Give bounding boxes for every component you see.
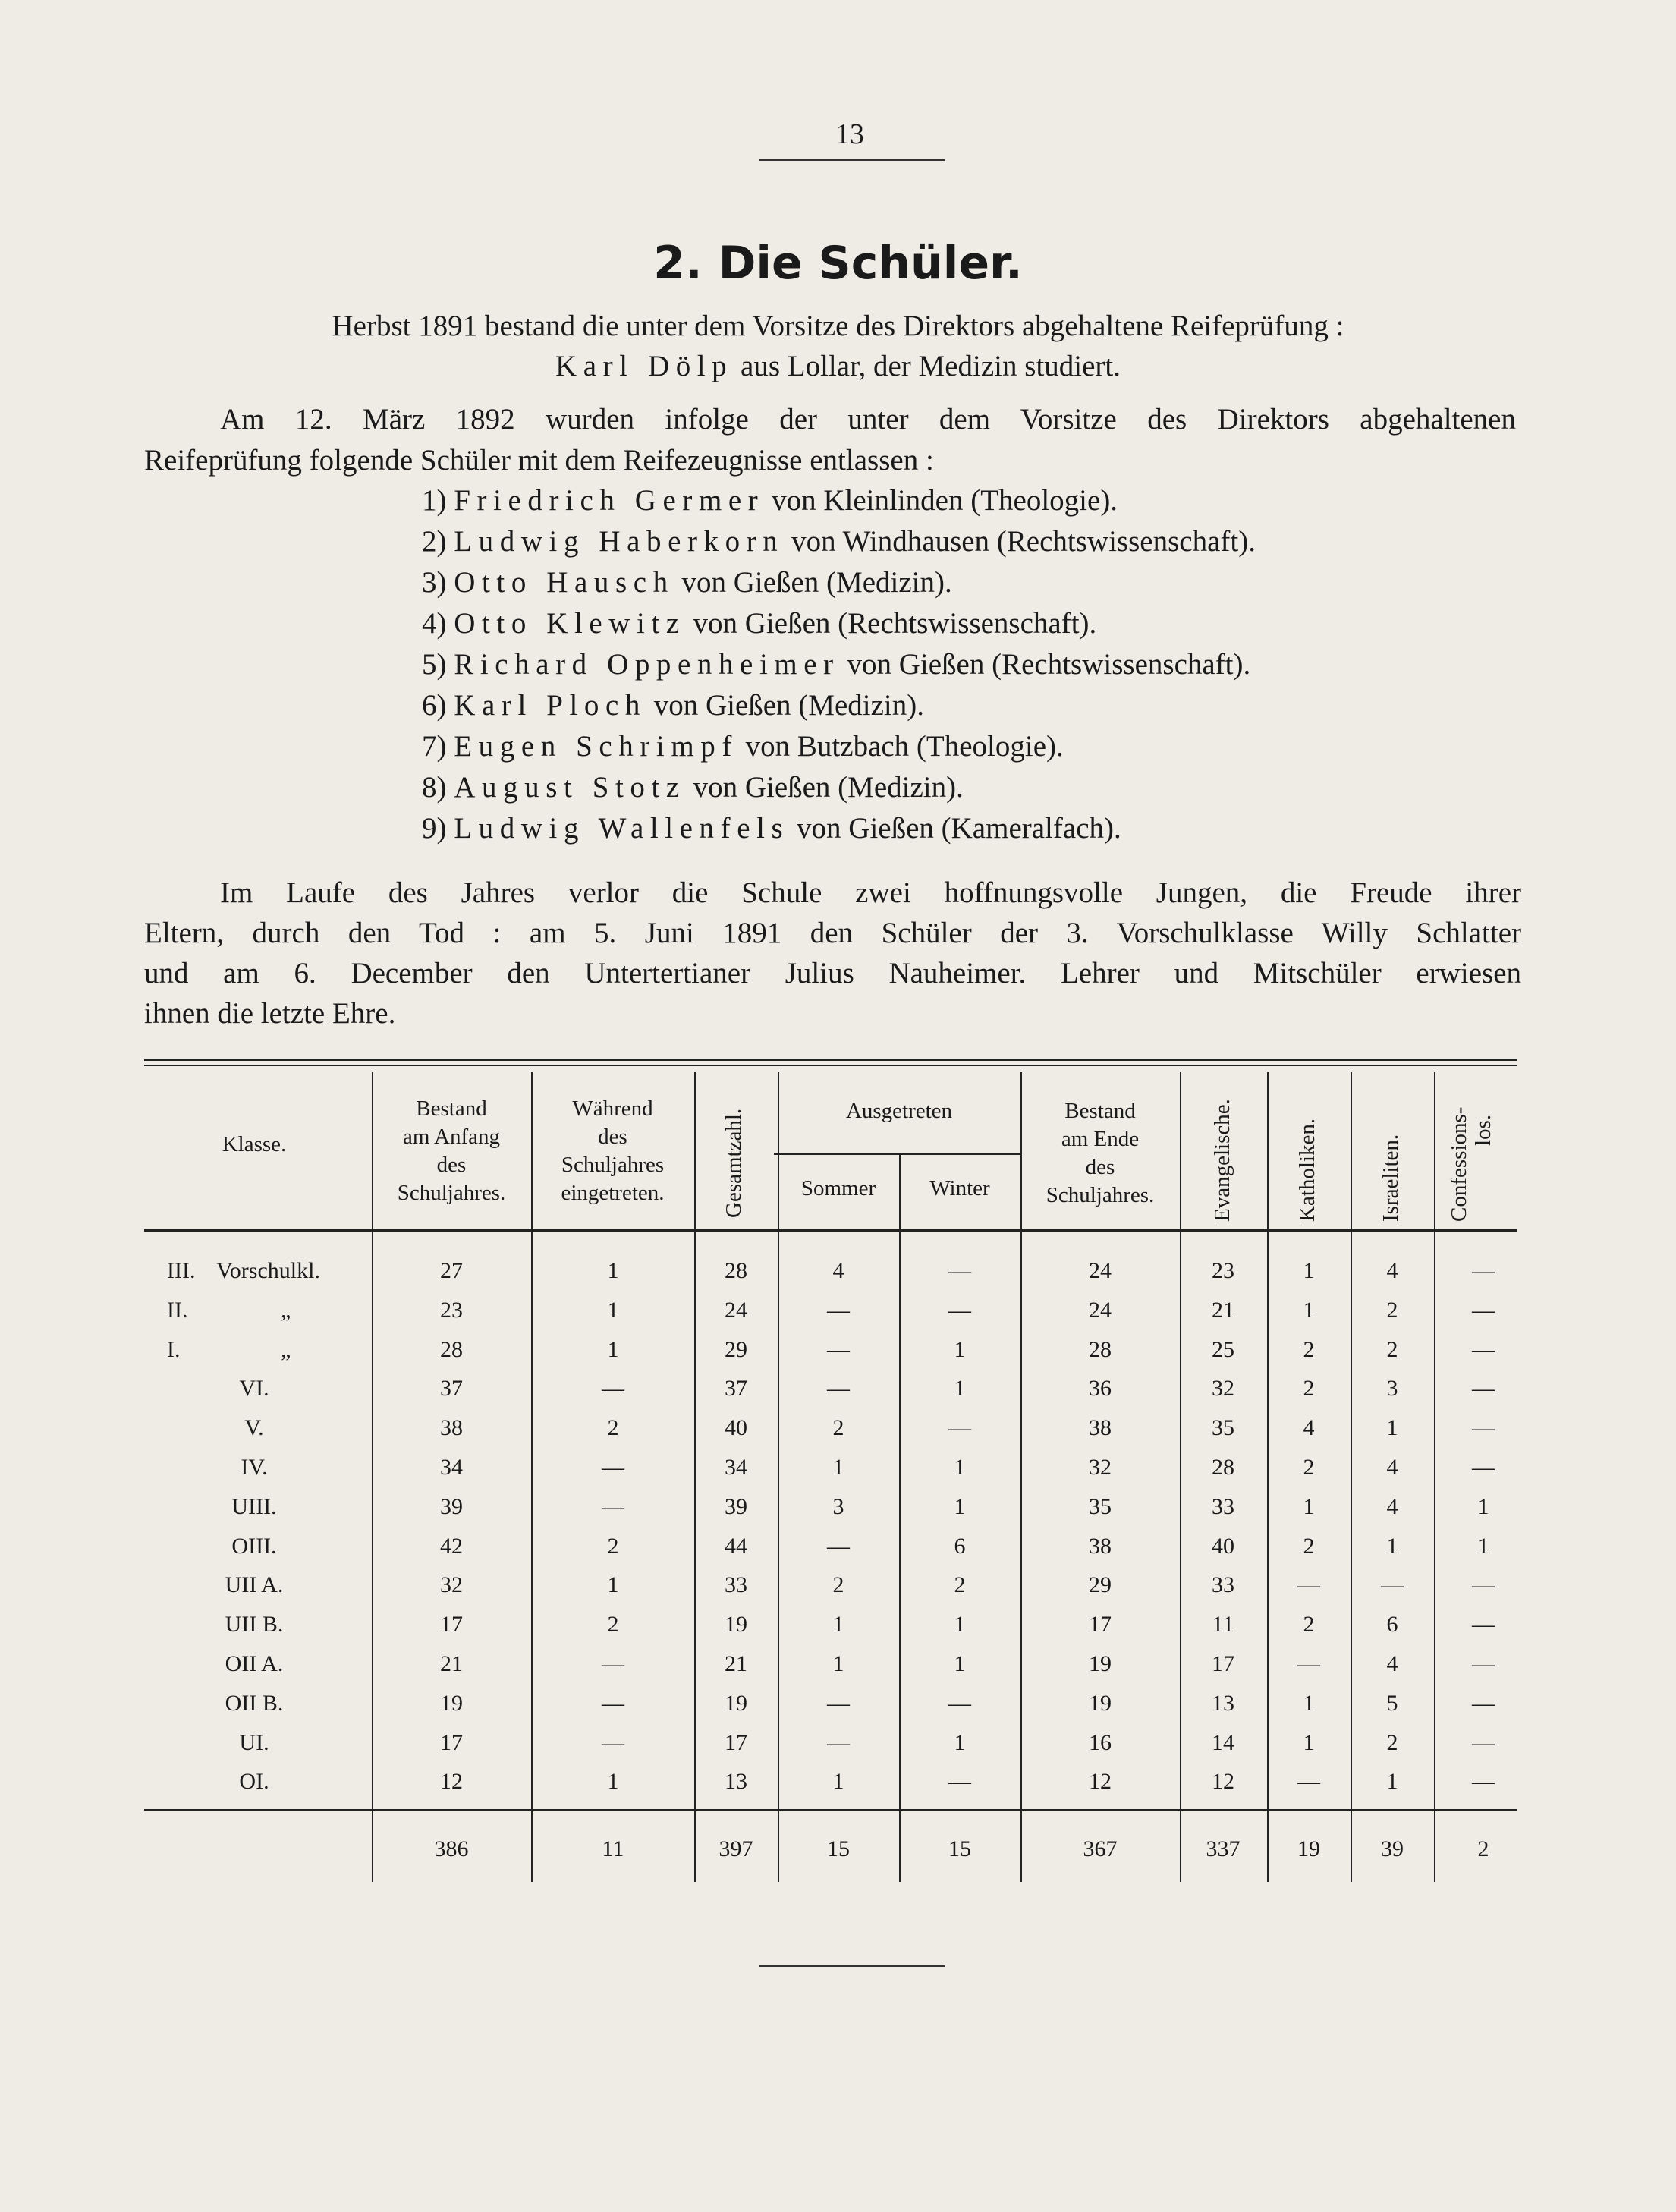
- table-cell: 19: [440, 1690, 463, 1716]
- table-cell: 2: [1386, 1729, 1398, 1755]
- table-cell: 27: [440, 1258, 463, 1283]
- total-cell: 386: [434, 1836, 469, 1861]
- header-ausgetreten: Ausgetreten: [845, 1099, 953, 1123]
- paragraph1-line1: Herbst 1891 bestand die unter dem Vorsitze des Direktors abgehaltene Reifeprüfung :: [332, 310, 1344, 342]
- section-title: 2. Die Schüler.: [653, 237, 1023, 290]
- table-cell: —: [1472, 1415, 1495, 1441]
- table-cell: —: [827, 1533, 850, 1559]
- graduate-details: von Gießen (Rechtswissenschaft).: [685, 607, 1097, 640]
- graduate-item: [422, 568, 952, 597]
- table-cell: 1: [1386, 1769, 1398, 1795]
- header-winter: Winter: [929, 1176, 990, 1200]
- class-name: UII B.: [225, 1612, 284, 1638]
- table-cell: —: [602, 1651, 624, 1676]
- header-katholiken: Katholiken.: [1295, 1118, 1319, 1222]
- table-cell: 19: [1089, 1651, 1112, 1676]
- col-divider: [1351, 1072, 1352, 1882]
- header-bestand-anfang: Bestand am Anfang des Schuljahres.: [397, 1097, 506, 1206]
- table-cell: —: [827, 1297, 850, 1323]
- class-name: UIII.: [231, 1493, 277, 1519]
- header-gesamtzahl: Gesamtzahl.: [722, 1108, 746, 1218]
- graduate-number: 9): [422, 812, 447, 845]
- footer-rule: [759, 1965, 945, 1967]
- table-cell: 24: [725, 1297, 747, 1323]
- table-cell: 1: [832, 1769, 844, 1795]
- table-cell: 33: [1212, 1493, 1234, 1519]
- table-cell: 37: [725, 1376, 747, 1402]
- table-cell: 17: [725, 1729, 747, 1755]
- table-cell: 16: [1089, 1729, 1112, 1755]
- table-cell: 1: [954, 1336, 966, 1362]
- table-cell: —: [1297, 1572, 1320, 1598]
- table-cell: —: [602, 1729, 624, 1755]
- table-cell: 1: [954, 1455, 966, 1480]
- graduate-name: Otto Hausch: [454, 566, 674, 599]
- table-cell: 4: [832, 1258, 844, 1283]
- class-name: „: [281, 1336, 291, 1362]
- table-cell: 28: [1089, 1336, 1112, 1362]
- table-cell: 1: [1386, 1415, 1398, 1441]
- table-cell: 3: [832, 1493, 844, 1519]
- table-cell: 1: [1477, 1493, 1489, 1519]
- total-cell: 19: [1297, 1836, 1320, 1861]
- table-cell: 6: [1386, 1612, 1398, 1638]
- table-cell: 1: [1386, 1533, 1398, 1559]
- table-cell: —: [827, 1729, 850, 1755]
- table-cell: —: [1381, 1572, 1404, 1598]
- table-cell: 14: [1212, 1729, 1234, 1755]
- col-divider: [1434, 1072, 1435, 1882]
- table-cell: 2: [954, 1572, 966, 1598]
- table-cell: —: [1472, 1376, 1495, 1402]
- table-cell: 19: [1089, 1690, 1112, 1716]
- table-cell: 44: [725, 1533, 747, 1559]
- table-cell: —: [1297, 1769, 1320, 1795]
- table-cell: 1: [607, 1297, 619, 1323]
- col-divider: [899, 1153, 901, 1882]
- header-sommer: Sommer: [800, 1176, 876, 1200]
- table-cell: 21: [440, 1651, 463, 1676]
- graduate-number: 5): [422, 648, 447, 681]
- class-level-prefix: III.: [167, 1258, 196, 1283]
- table-cell: 1: [954, 1729, 966, 1755]
- table-cell: 24: [1089, 1297, 1112, 1323]
- total-cell: 337: [1206, 1836, 1240, 1861]
- paragraph3-line1: Im Laufe des Jahres verlor die Schule zwei hoffnungsvolle Jungen, die Freude ihrer: [220, 876, 1521, 909]
- table-cell: —: [602, 1493, 624, 1519]
- total-cell: 367: [1083, 1836, 1118, 1861]
- graduate-name: Karl Dölp: [555, 350, 734, 382]
- total-cell: 15: [827, 1836, 850, 1861]
- graduate-details: von Gießen (Medizin).: [674, 566, 952, 599]
- table-cell: 29: [1089, 1572, 1112, 1598]
- table-cell: —: [1472, 1336, 1495, 1362]
- table-cell: —: [1472, 1769, 1495, 1795]
- table-cell: 1: [607, 1572, 619, 1598]
- table-cell: 1: [832, 1455, 844, 1480]
- table-cell: 4: [1386, 1493, 1398, 1519]
- graduate-name: Friedrich Germer: [454, 484, 765, 517]
- total-cell: 15: [948, 1836, 971, 1861]
- graduate-details: von Gießen (Medizin).: [646, 689, 925, 722]
- table-cell: —: [1472, 1455, 1495, 1480]
- table-cell: —: [1472, 1651, 1495, 1676]
- table-cell: 39: [725, 1493, 747, 1519]
- graduate-name: Ludwig Haberkorn: [454, 525, 785, 558]
- paragraph2-line1: Am 12. März 1892 wurden infolge der unter dem Vorsitze des Direktors abgehaltenen: [220, 403, 1516, 436]
- table-cell: 40: [1212, 1533, 1234, 1559]
- table-cell: 2: [1303, 1455, 1315, 1480]
- table-cell: 5: [1386, 1690, 1398, 1716]
- header-rule: [759, 159, 945, 161]
- table-cell: 1: [1303, 1690, 1315, 1716]
- table-cell: 42: [440, 1533, 463, 1559]
- table-cell: 4: [1386, 1455, 1398, 1480]
- table-cell: 34: [440, 1455, 463, 1480]
- graduate-item: [422, 732, 1064, 761]
- table-cell: 40: [725, 1415, 747, 1441]
- table-cell: 38: [440, 1415, 463, 1441]
- table-cell: 2: [1303, 1376, 1315, 1402]
- table-cell: 35: [1089, 1493, 1112, 1519]
- graduate-name: Otto Klewitz: [454, 607, 686, 640]
- table-cell: 21: [1212, 1297, 1234, 1323]
- table-cell: —: [827, 1336, 850, 1362]
- table-cell: 32: [1212, 1376, 1234, 1402]
- class-name: OII A.: [225, 1651, 284, 1676]
- table-cell: 19: [725, 1690, 747, 1716]
- table-cell: —: [1472, 1729, 1495, 1755]
- graduate-details: von Gießen (Medizin).: [685, 771, 964, 804]
- col-divider: [694, 1072, 696, 1882]
- table-cell: 29: [725, 1336, 747, 1362]
- totals-rule: [144, 1809, 1517, 1811]
- table-cell: 17: [1089, 1612, 1112, 1638]
- table-cell: 1: [954, 1612, 966, 1638]
- table-cell: 21: [725, 1651, 747, 1676]
- table-top-rule-2: [144, 1065, 1517, 1066]
- table-cell: 1: [832, 1612, 844, 1638]
- class-level-prefix: II.: [167, 1297, 188, 1323]
- table-cell: 17: [440, 1612, 463, 1638]
- graduate-number: 2): [422, 525, 447, 558]
- class-name: OII B.: [225, 1690, 284, 1716]
- table-cell: —: [602, 1690, 624, 1716]
- table-cell: 2: [1303, 1612, 1315, 1638]
- class-name: V.: [244, 1415, 264, 1441]
- table-cell: 33: [1212, 1572, 1234, 1598]
- graduate-name: Karl Ploch: [454, 689, 646, 722]
- table-cell: 28: [1212, 1455, 1234, 1480]
- table-cell: —: [948, 1690, 971, 1716]
- table-cell: —: [948, 1297, 971, 1323]
- table-cell: 32: [1089, 1455, 1112, 1480]
- graduate-number: 1): [422, 484, 447, 517]
- table-cell: 1: [954, 1376, 966, 1402]
- table-cell: 17: [440, 1729, 463, 1755]
- class-level-prefix: I.: [167, 1336, 181, 1362]
- graduate-item: [422, 691, 924, 720]
- table-cell: —: [1297, 1651, 1320, 1676]
- table-cell: —: [827, 1690, 850, 1716]
- table-cell: —: [602, 1455, 624, 1480]
- table-cell: 19: [725, 1612, 747, 1638]
- header-bestand-ende: Bestand am Ende des Schuljahres.: [1046, 1099, 1155, 1208]
- paragraph1-line2: Karl Dölp aus Lollar, der Medizin studiert.: [555, 350, 1121, 382]
- table-cell: 25: [1212, 1336, 1234, 1362]
- table-cell: 1: [607, 1769, 619, 1795]
- total-cell: 11: [602, 1836, 624, 1861]
- table-cell: —: [1472, 1572, 1495, 1598]
- table-cell: 2: [1386, 1297, 1398, 1323]
- table-cell: 39: [440, 1493, 463, 1519]
- table-cell: —: [1472, 1612, 1495, 1638]
- table-cell: 3: [1386, 1376, 1398, 1402]
- graduate-number: 4): [422, 607, 447, 640]
- table-cell: 12: [440, 1769, 463, 1795]
- table-cell: 23: [1212, 1258, 1234, 1283]
- graduate-name: Richard Oppenheimer: [454, 648, 840, 681]
- table-cell: 2: [1303, 1533, 1315, 1559]
- table-cell: 23: [440, 1297, 463, 1323]
- table-cell: 4: [1386, 1651, 1398, 1676]
- graduate-details: von Gießen (Kameralfach).: [789, 812, 1121, 845]
- table-cell: 35: [1212, 1415, 1234, 1441]
- graduate-number: 3): [422, 566, 447, 599]
- class-name: IV.: [241, 1455, 268, 1480]
- table-cell: —: [1472, 1690, 1495, 1716]
- graduate-item: [422, 650, 1250, 679]
- class-name: UI.: [239, 1729, 269, 1755]
- table-cell: 12: [1089, 1769, 1112, 1795]
- table-cell: 37: [440, 1376, 463, 1402]
- table-cell: 1: [1303, 1258, 1315, 1283]
- table-cell: 28: [725, 1258, 747, 1283]
- table-top-rule: [144, 1059, 1517, 1061]
- table-cell: 1: [954, 1651, 966, 1676]
- graduate-item: [422, 609, 1096, 638]
- table-cell: 4: [1303, 1415, 1315, 1441]
- table-cell: 4: [1386, 1258, 1398, 1283]
- graduate-name: Eugen Schrimpf: [454, 730, 738, 763]
- table-cell: 11: [1212, 1612, 1234, 1638]
- table-cell: 1: [1477, 1533, 1489, 1559]
- table-cell: 2: [1303, 1336, 1315, 1362]
- table-cell: 1: [1303, 1729, 1315, 1755]
- table-cell: 34: [725, 1455, 747, 1480]
- header-evangelische: Evangelische.: [1210, 1099, 1234, 1222]
- graduate-item: [422, 527, 1256, 556]
- table-cell: 1: [1303, 1297, 1315, 1323]
- graduate-number: 8): [422, 771, 447, 804]
- table-cell: 33: [725, 1572, 747, 1598]
- header-confessionslos: Confessions- los.: [1447, 1106, 1495, 1222]
- table-cell: 12: [1212, 1769, 1234, 1795]
- paragraph2-line2: Reifeprüfung folgende Schüler mit dem Reifezeugnisse entlassen :: [144, 444, 934, 477]
- col-divider: [1180, 1072, 1181, 1882]
- paragraph3-line3: und am 6. December den Untertertianer Julius Nauheimer. Lehrer und Mitschüler erwiesen: [144, 957, 1521, 990]
- header-bottom-rule: [144, 1229, 1517, 1232]
- total-cell: 39: [1381, 1836, 1404, 1861]
- table-cell: 2: [832, 1572, 844, 1598]
- graduate-item: [422, 813, 1121, 843]
- table-cell: 13: [1212, 1690, 1234, 1716]
- graduate-number: 6): [422, 689, 447, 722]
- table-cell: 38: [1089, 1533, 1112, 1559]
- col-divider: [1267, 1072, 1269, 1882]
- table-cell: 6: [954, 1533, 966, 1559]
- table-cell: 36: [1089, 1376, 1112, 1402]
- graduate-item: [422, 486, 1118, 515]
- table-cell: 2: [607, 1533, 619, 1559]
- table-cell: —: [948, 1769, 971, 1795]
- table-cell: —: [948, 1258, 971, 1283]
- table-cell: 1: [607, 1258, 619, 1283]
- graduate-details: von Gießen (Rechtswissenschaft).: [839, 648, 1251, 681]
- class-name: Vorschulkl.: [216, 1258, 320, 1283]
- paragraph3-line4: ihnen die letzte Ehre.: [144, 997, 396, 1030]
- table-cell: 13: [725, 1769, 747, 1795]
- graduate-item: [422, 772, 964, 802]
- table-cell: —: [602, 1376, 624, 1402]
- header-israeliten: Israeliten.: [1379, 1134, 1403, 1222]
- graduate-details: von Butzbach (Theologie).: [737, 730, 1064, 763]
- graduate-name: August Stotz: [454, 771, 686, 804]
- table-cell: 38: [1089, 1415, 1112, 1441]
- graduate-details: von Windhausen (Rechtswissenschaft).: [784, 525, 1256, 558]
- class-name: UII A.: [225, 1572, 284, 1598]
- table-cell: 1: [607, 1336, 619, 1362]
- total-cell: 397: [719, 1836, 753, 1861]
- table-cell: 32: [440, 1572, 463, 1598]
- table-cell: 1: [832, 1651, 844, 1676]
- graduate-name: Ludwig Wallenfels: [454, 812, 790, 845]
- table-cell: 2: [607, 1612, 619, 1638]
- table-cell: 24: [1089, 1258, 1112, 1283]
- table-cell: —: [1472, 1258, 1495, 1283]
- graduate-details: von Kleinlinden (Theologie).: [764, 484, 1118, 517]
- table-cell: 17: [1212, 1651, 1234, 1676]
- class-name: OIII.: [231, 1533, 277, 1559]
- table-cell: 28: [440, 1336, 463, 1362]
- table-cell: 2: [832, 1415, 844, 1441]
- header-klasse: Klasse.: [222, 1132, 287, 1156]
- table-cell: —: [948, 1415, 971, 1441]
- class-name: „: [281, 1297, 291, 1323]
- table-cell: 1: [954, 1493, 966, 1519]
- table-cell: 2: [1386, 1336, 1398, 1362]
- paragraph3-line2: Eltern, durch den Tod : am 5. Juni 1891 den Schüler der 3. Vorschulklasse Willy Schlatter: [144, 917, 1521, 949]
- table-cell: 1: [1303, 1493, 1315, 1519]
- table-cell: 2: [607, 1415, 619, 1441]
- graduate-number: 7): [422, 730, 447, 763]
- class-name: VI.: [239, 1376, 269, 1402]
- page-number: 13: [835, 118, 864, 150]
- table-cell: —: [827, 1376, 850, 1402]
- header-waehrend: Während des Schuljahres eingetreten.: [561, 1097, 665, 1206]
- class-name: OI.: [239, 1769, 269, 1795]
- ausgetreten-subrule: [774, 1153, 1020, 1155]
- table-cell: —: [1472, 1297, 1495, 1323]
- total-cell: 2: [1477, 1836, 1489, 1861]
